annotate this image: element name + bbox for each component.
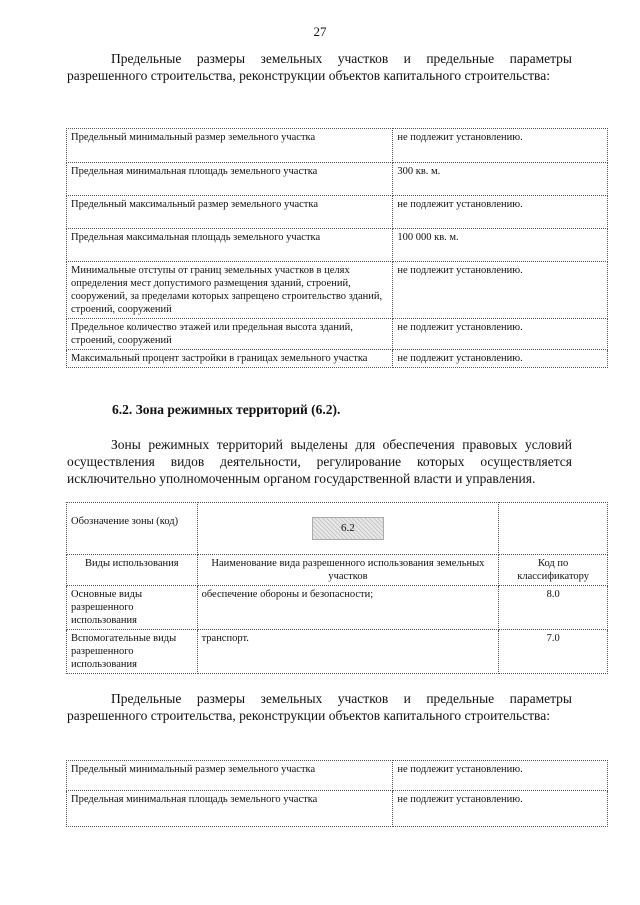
table-row <box>67 350 608 368</box>
table-row <box>67 586 608 630</box>
params-intro-1: Предельные размеры земельных участков и предельные параметры разрешенного строительства, реконструкции объектов капитального строительства: <box>67 51 572 83</box>
column-header: Код по классификатору <box>499 555 608 586</box>
column-header: Наименование вида разрешенного использования земельных участков <box>197 555 499 586</box>
table-row <box>67 229 608 262</box>
param-value: не подлежит установлению. <box>393 350 608 368</box>
zone-code: 6.2 <box>312 517 384 540</box>
param-label: Предельная минимальная площадь земельного участка <box>67 791 393 827</box>
param-label: Предельная минимальная площадь земельного участка <box>67 163 393 196</box>
table-row <box>67 791 608 827</box>
empty-cell <box>499 503 608 555</box>
table-row <box>67 129 608 163</box>
param-label: Предельный минимальный размер земельного участка <box>67 761 393 791</box>
params-table-2 <box>66 760 608 827</box>
use-name: транспорт. <box>197 630 499 674</box>
param-value: не подлежит установлению. <box>393 791 608 827</box>
table-row <box>67 630 608 674</box>
use-code: 8.0 <box>499 586 608 630</box>
params-table-1 <box>66 128 608 368</box>
param-label: Максимальный процент застройки в границах земельного участка <box>67 350 393 368</box>
use-code: 7.0 <box>499 630 608 674</box>
param-value: не подлежит установлению. <box>393 129 608 163</box>
table-row <box>67 761 608 791</box>
param-value: не подлежит установлению. <box>393 262 608 319</box>
param-value: не подлежит установлению. <box>393 761 608 791</box>
header-row <box>67 555 608 586</box>
section-heading: 6.2. Зона режимных территорий (6.2). <box>112 402 341 417</box>
param-value: не подлежит установлению. <box>393 196 608 229</box>
zone-designation-label: Обозначение зоны (код) <box>67 503 198 555</box>
table-row <box>67 163 608 196</box>
params-intro-2: Предельные размеры земельных участков и предельные параметры разрешенного строительства, реконструкции объектов капитального строительства: <box>67 691 572 723</box>
table-row <box>67 319 608 350</box>
param-label: Минимальные отступы от границ земельных участков в целях определения мест допустимого размещения зданий, строений, сооружений, за пределами которых запрещено строительство зданий, строений, сооружений <box>67 262 393 319</box>
param-value: 100 000 кв. м. <box>393 229 608 262</box>
table-row <box>67 196 608 229</box>
param-label: Предельная максимальная площадь земельного участка <box>67 229 393 262</box>
use-type: Основные виды разрешенного использования <box>67 586 198 630</box>
param-value: не подлежит установлению. <box>393 319 608 350</box>
zone-table <box>66 502 608 674</box>
use-type: Вспомогательные виды разрешенного использования <box>67 630 198 674</box>
table-row <box>67 262 608 319</box>
zone-code-cell <box>197 503 499 555</box>
column-header: Виды использования <box>67 555 198 586</box>
param-label: Предельный максимальный размер земельного участка <box>67 196 393 229</box>
page-number: 27 <box>313 24 327 39</box>
zone-description: Зоны режимных территорий выделены для обеспечения правовых условий осуществления видов деятельности, регулирование которых осуществляется исключительно уполномоченным органом государственной власти и управления. <box>67 437 572 486</box>
param-label: Предельное количество этажей или предельная высота зданий, строений, сооружений <box>67 319 393 350</box>
param-value: 300 кв. м. <box>393 163 608 196</box>
zone-designation-row <box>67 503 608 555</box>
param-label: Предельный минимальный размер земельного участка <box>67 129 393 163</box>
use-name: обеспечение обороны и безопасности; <box>197 586 499 630</box>
